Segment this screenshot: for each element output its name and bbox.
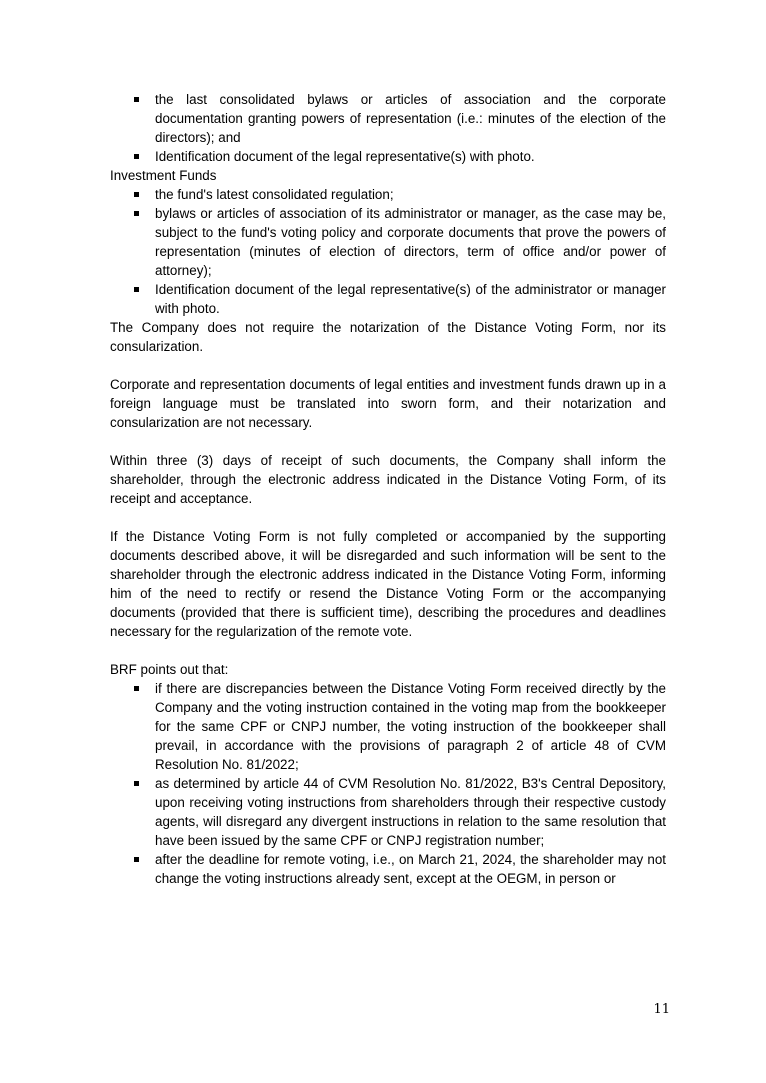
brf-notes-list (110, 679, 666, 888)
incomplete-form-paragraph: If the Distance Voting Form is not fully completed or accompanied by the supporting documents described above, it will be disregarded and such information will be sent to the shareholder through the electronic address indicated in the Distance Voting Form, informing him of the need to rectify or resend the Distance Voting Form or the accompanying documents (provided that there is sufficient time), describing the procedures and deadlines necessary for the regularization of the remote vote. (110, 529, 666, 639)
list-item (110, 280, 666, 318)
document-page (110, 90, 666, 888)
brf-notes-intro: BRF points out that: (110, 662, 229, 677)
list-item-text: the last consolidated bylaws or articles of association and the corporate documentation granting powers of representation (i.e.: minutes of the election of the directors); and (155, 92, 666, 145)
list-item (110, 204, 666, 280)
page-number: 11 (653, 1002, 670, 1017)
investment-funds-heading: Investment Funds (110, 168, 217, 183)
bullet-icon (134, 857, 139, 862)
bullet-icon (134, 97, 139, 102)
list-item-text: as determined by article 44 of CVM Resolution No. 81/2022, B3's Central Depository, upon receiving voting instructions from shareholders through their respective custody agents, will disregard any divergent instructions in relation to the same resolution that have been issued by the same CPF or CNPJ registration number; (155, 776, 666, 848)
list-item (110, 90, 666, 147)
bullet-icon (134, 211, 139, 216)
foreign-documents-paragraph: Corporate and representation documents of legal entities and investment funds drawn up in a foreign language must be translated into sworn form, and their notarization and consularization are not necessary. (110, 377, 666, 430)
list-item-text: Identification document of the legal representative(s) of the administrator or manager with photo. (155, 282, 666, 316)
list-item-text: Identification document of the legal representative(s) with photo. (155, 149, 535, 164)
receipt-paragraph: Within three (3) days of receipt of such documents, the Company shall inform the shareholder, through the electronic address indicated in the Distance Voting Form, of its receipt and acceptance. (110, 453, 666, 506)
list-item-text: the fund's latest consolidated regulation; (155, 187, 394, 202)
bullet-icon (134, 287, 139, 292)
list-item (110, 679, 666, 774)
list-item-text: bylaws or articles of association of its administrator or manager, as the case may be, subject to the fund's voting policy and corporate documents that prove the powers of representation (minutes of election of directors, term of office and/or power of attorney); (155, 206, 666, 278)
investment-funds-list (110, 185, 666, 318)
bullet-icon (134, 781, 139, 786)
list-item-text: after the deadline for remote voting, i.e., on March 21, 2024, the shareholder may not change the voting instructions already sent, except at the OEGM, in person or (155, 852, 666, 886)
bullet-icon (134, 154, 139, 159)
legal-entities-list (110, 90, 666, 166)
list-item (110, 185, 666, 204)
list-item (110, 774, 666, 850)
bullet-icon (134, 686, 139, 691)
list-item (110, 147, 666, 166)
list-item (110, 850, 666, 888)
list-item-text: if there are discrepancies between the Distance Voting Form received directly by the Company and the voting instruction contained in the voting map from the bookkeeper for the same CPF or CNPJ number, the voting instruction of the bookkeeper shall prevail, in accordance with the provisions of paragraph 2 of article 48 of CVM Resolution No. 81/2022; (155, 681, 666, 772)
bullet-icon (134, 192, 139, 197)
notarization-paragraph: The Company does not require the notarization of the Distance Voting Form, nor its consularization. (110, 320, 666, 354)
